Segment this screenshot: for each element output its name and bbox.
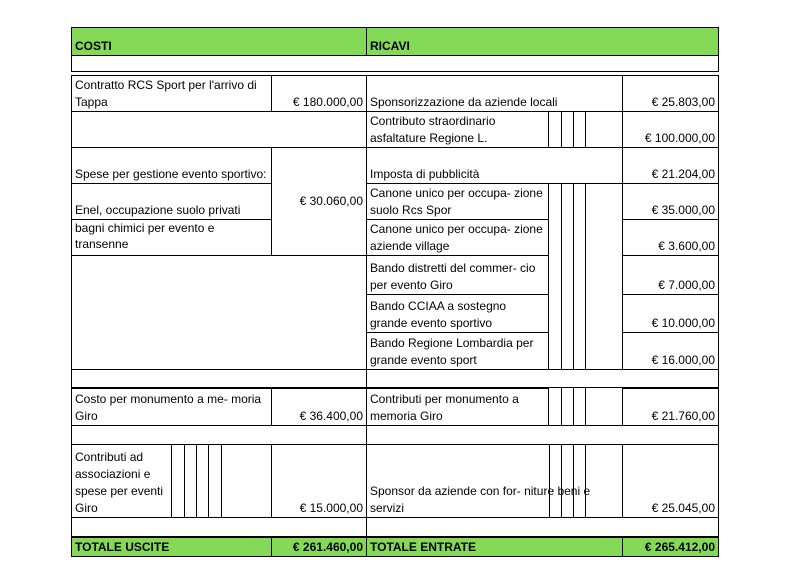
- cost-contributi-amount: € 15.000,00: [271, 444, 367, 518]
- ricavi-amount-8: € 16.000,00: [622, 332, 719, 370]
- grid-line: [196, 444, 197, 518]
- gap-row-right-2: [366, 425, 719, 445]
- ricavi-amount-1: € 25.803,00: [622, 75, 719, 112]
- grid-line: [221, 444, 222, 518]
- grid-line: [573, 444, 574, 518]
- ricavi-label-7: Bando CCIAA a sostegno grande evento sportivo: [366, 294, 549, 333]
- ricavi-amount-3: € 21.204,00: [622, 147, 719, 184]
- ricavi-label-2: Contributo straordinario asfaltature Regione L.: [366, 111, 549, 148]
- gap-row-left: [71, 369, 367, 388]
- gap-row-right: [366, 369, 719, 388]
- grid-line: [561, 388, 562, 426]
- cost-bagni-label: bagni chimici per evento e transenne: [71, 219, 272, 256]
- grid-line: [561, 183, 562, 370]
- grid-line: [585, 111, 586, 148]
- gap-row-right-3: [366, 517, 719, 537]
- grid-line: [573, 111, 574, 148]
- grid-line: [561, 111, 562, 148]
- cost-empty-row-2: [71, 111, 367, 148]
- ricavi-amount-4: € 35.000,00: [622, 183, 719, 220]
- ricavi-header: RICAVI: [366, 27, 719, 56]
- cost-rcs-amount: € 180.000,00: [271, 75, 367, 112]
- ricavi-label-5: Canone unico per occupa- zione aziende village: [366, 219, 549, 256]
- grid-line: [208, 444, 209, 518]
- ricavi-amount-9: € 21.760,00: [622, 388, 719, 426]
- cost-monumento-amount: € 36.400,00: [271, 388, 367, 426]
- ricavi-amount-6: € 7.000,00: [622, 255, 719, 295]
- gap-row-left-3: [71, 517, 367, 537]
- ricavi-amount-5: € 3.600,00: [622, 219, 719, 256]
- totale-entrate-label: TOTALE ENTRATE: [366, 537, 623, 557]
- costi-header: COSTI: [71, 27, 367, 56]
- grid-line: [549, 444, 550, 518]
- grid-line: [573, 388, 574, 426]
- grid-line: [573, 183, 574, 370]
- ricavi-label-4: Canone unico per occupa- zione suolo Rcs Spor: [366, 183, 549, 220]
- totale-entrate-amount: € 265.412,00: [622, 537, 719, 557]
- grid-line: [585, 444, 586, 518]
- cost-monumento-label: Costo per monumento a me- moria Giro: [71, 388, 272, 426]
- cost-enel-label: Enel, occupazione suolo privati: [71, 183, 272, 220]
- cost-rcs-label: Contratto RCS Sport per l'arrivo di Tappa: [71, 75, 272, 112]
- cost-contributi-label: Contributi ad associazioni e spese per eventi Giro: [71, 444, 172, 518]
- ricavi-label-6: Bando distretti del commer- cio per evento Giro: [366, 255, 549, 295]
- ricavi-label-9: Contributi per monumento a memoria Giro: [366, 388, 549, 426]
- cost-empty-block: [71, 255, 367, 370]
- grid-line: [585, 183, 586, 370]
- spacer-row: [71, 55, 719, 72]
- grid-line: [585, 388, 586, 426]
- cost-spese-amount: € 30.060,00: [271, 147, 367, 256]
- totale-uscite-label: TOTALE USCITE: [71, 537, 272, 557]
- ricavi-label-3: Imposta di pubblicità: [366, 147, 623, 184]
- grid-line: [184, 444, 185, 518]
- ricavi-label-1: Sponsorizzazione da aziende locali: [366, 75, 623, 112]
- grid-line: [561, 444, 562, 518]
- ricavi-amount-2: € 100.000,00: [622, 111, 719, 148]
- ricavi-amount-10: € 25.045,00: [622, 444, 719, 518]
- ricavi-amount-7: € 10.000,00: [622, 294, 719, 333]
- ricavi-label-10: Sponsor da aziende con for- niture beni e servizi: [366, 444, 623, 518]
- grid-line: [548, 111, 549, 148]
- gap-row-left-2: [71, 425, 367, 445]
- totale-uscite-amount: € 261.460,00: [271, 537, 367, 557]
- ricavi-label-8: Bando Regione Lombardia per grande evento sport: [366, 332, 549, 370]
- cost-spese-label: Spese per gestione evento sportivo:: [71, 147, 272, 184]
